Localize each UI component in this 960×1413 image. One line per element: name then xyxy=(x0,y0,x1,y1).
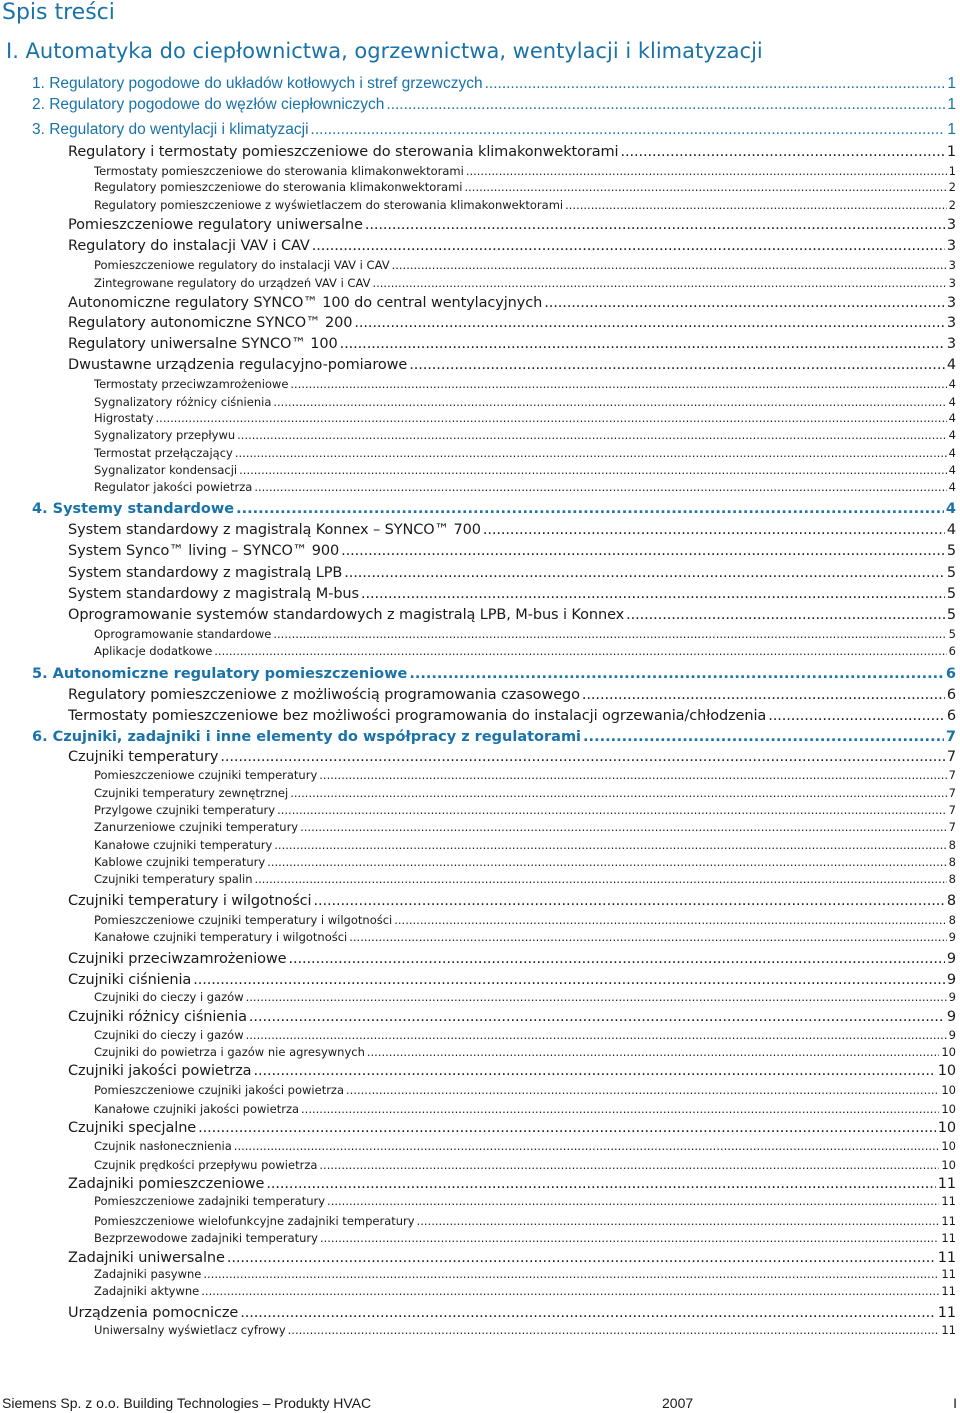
toc-leader-dots xyxy=(319,768,946,783)
toc-entry-title: Urządzenia pomocnicze xyxy=(68,1305,239,1321)
toc-entry[interactable] xyxy=(68,1008,956,1027)
toc-entry-page: 4 xyxy=(948,446,956,460)
toc-entry-title: Pomieszczeniowe regulatory uniwersalne xyxy=(68,217,363,233)
toc-entry-title: Zadajniki pomieszczeniowe xyxy=(68,1176,265,1192)
toc-entry[interactable] xyxy=(94,627,956,642)
toc-entry-title: Regulatory pomieszczeniowe z wyświetlaczem do sterowania klimakonwektorami xyxy=(94,198,564,212)
toc-entry-title: Higrostaty xyxy=(94,411,154,425)
toc-leader-dots xyxy=(273,395,946,410)
toc-entry-title: System standardowy z magistralą LPB xyxy=(68,565,343,581)
toc-entry-title: Przylgowe czujniki temperatury xyxy=(94,803,276,817)
toc-entry-title: Zadajniki aktywne xyxy=(94,1284,200,1298)
toc-entry[interactable] xyxy=(68,971,956,990)
toc-entry[interactable] xyxy=(68,356,956,375)
toc-entry[interactable] xyxy=(94,1267,956,1282)
toc-entry-title: 3. Regulatory do wentylacji i klimatyzacji xyxy=(32,121,309,138)
toc-leader-dots xyxy=(626,606,945,625)
toc-entry[interactable] xyxy=(68,521,956,540)
toc-entry-title: Czujniki temperatury xyxy=(68,749,219,765)
toc-entry-page: 2 xyxy=(948,180,956,194)
toc-entry-title: Czujniki do powietrza i gazów nie agresywnych xyxy=(94,1045,365,1059)
toc-entry[interactable] xyxy=(94,644,956,659)
toc-leader-dots xyxy=(290,786,946,801)
toc-entry[interactable] xyxy=(94,1231,956,1246)
toc-entry-title: Regulatory i termostaty pomieszczeniowe do sterowania klimakonwektorami xyxy=(68,144,619,160)
toc-entry-page: 3 xyxy=(948,276,956,290)
toc-leader-dots xyxy=(583,728,944,747)
toc-leader-dots xyxy=(768,707,945,726)
toc-entry-page: 7 xyxy=(948,768,956,782)
toc-leader-dots xyxy=(311,120,946,140)
toc-leader-dots xyxy=(266,1175,935,1194)
toc-entry[interactable] xyxy=(68,686,956,705)
toc-leader-dots xyxy=(327,1194,939,1209)
toc-entry[interactable] xyxy=(94,820,956,835)
toc-entry-title: Czujniki jakości powietrza xyxy=(68,1063,252,1079)
toc-entry-title: Bezprzewodowe zadajniki temperatury xyxy=(94,1231,318,1245)
toc-entry-page: 8 xyxy=(948,855,956,869)
toc-leader-dots xyxy=(320,1231,939,1246)
toc-entry-page: 11 xyxy=(937,1176,956,1192)
toc-leader-dots xyxy=(485,74,946,94)
toc-entry-title: Sygnalizatory różnicy ciśnienia xyxy=(94,395,272,409)
toc-entry-page: 9 xyxy=(948,990,956,1004)
toc-entry[interactable] xyxy=(94,395,956,410)
toc-entry-title: Regulatory pomieszczeniowe do sterowania klimakonwektorami xyxy=(94,180,463,194)
toc-leader-dots xyxy=(386,95,945,115)
toc-leader-dots xyxy=(341,542,945,561)
toc-entry-page: 3 xyxy=(946,295,956,311)
toc-entry-title: Czujniki temperatury zewnętrznej xyxy=(94,786,289,800)
toc-entry[interactable] xyxy=(68,542,956,561)
toc-entry-page: 4 xyxy=(948,463,956,477)
toc-leader-dots xyxy=(246,1028,947,1043)
toc-entry-page: 11 xyxy=(941,1194,956,1208)
toc-entry[interactable] xyxy=(68,335,956,354)
toc-leader-dots xyxy=(346,1083,939,1098)
toc-entry-page: 4 xyxy=(948,428,956,442)
toc-leader-dots xyxy=(312,237,945,256)
toc-leader-dots xyxy=(392,258,947,273)
toc-entry-page: 1 xyxy=(947,96,956,113)
toc-entry-title: Zadajniki pasywne xyxy=(94,1267,202,1281)
toc-leader-dots xyxy=(254,480,946,495)
toc-entry[interactable] xyxy=(68,707,956,726)
toc-entry[interactable] xyxy=(94,164,956,179)
toc-entry[interactable] xyxy=(94,1214,956,1229)
toc-entry-title: Pomieszczeniowe zadajniki temperatury xyxy=(94,1194,326,1208)
toc-entry[interactable] xyxy=(94,446,956,461)
toc-entry-page: 11 xyxy=(941,1231,956,1245)
toc-entry-title: Regulatory uniwersalne SYNCO™ 100 xyxy=(68,336,338,352)
toc-entry-page: 7 xyxy=(948,820,956,834)
toc-entry-page: 5 xyxy=(946,586,956,602)
toc-entry-title: Zanurzeniowe czujniki temperatury xyxy=(94,820,299,834)
toc-entry-page: 4 xyxy=(946,357,956,373)
toc-entry-page: 7 xyxy=(948,786,956,800)
toc-leader-dots xyxy=(193,971,945,990)
toc-entry-title: Czujniki specjalne xyxy=(68,1120,197,1136)
toc-leader-dots xyxy=(240,1304,936,1323)
toc-entry-page: 2 xyxy=(948,198,956,212)
toc-entry[interactable] xyxy=(94,480,956,495)
toc-leader-dots xyxy=(483,521,945,540)
toc-entry[interactable] xyxy=(94,930,956,945)
toc-entry-page: 6 xyxy=(946,687,956,703)
toc-leader-dots xyxy=(237,428,947,443)
toc-entry-page: 5 xyxy=(948,627,956,641)
toc-entry-title: Czujnik nasłonecznienia xyxy=(94,1139,232,1153)
toc-entry[interactable] xyxy=(94,1158,956,1173)
toc-entry[interactable] xyxy=(94,1284,956,1299)
toc-entry[interactable] xyxy=(68,1249,956,1268)
toc-entry-title: Sygnalizator kondensacji xyxy=(94,463,238,477)
toc-entry[interactable] xyxy=(94,463,956,478)
toc-entry[interactable] xyxy=(94,838,956,853)
toc-leader-dots xyxy=(214,644,946,659)
toc-entry-page: 4 xyxy=(948,395,956,409)
toc-entry-page: 11 xyxy=(941,1214,956,1228)
page-title: Spis treści xyxy=(2,0,115,25)
toc-entry[interactable] xyxy=(94,1045,956,1060)
toc-leader-dots xyxy=(319,1158,939,1173)
toc-entry-page: 4 xyxy=(946,522,956,538)
toc-entry-page: 11 xyxy=(941,1284,956,1298)
toc-entry-title: System Synco™ living – SYNCO™ 900 xyxy=(68,543,340,559)
toc-entry-page: 10 xyxy=(941,1045,956,1059)
toc-entry-title: Czujniki temperatury spalin xyxy=(94,872,253,886)
toc-leader-dots xyxy=(277,803,947,818)
toc-entry[interactable] xyxy=(32,74,956,94)
toc-entry-page: 5 xyxy=(946,607,956,623)
toc-leader-dots xyxy=(349,930,946,945)
toc-entry-title: Czujniki do cieczy i gazów xyxy=(94,1028,244,1042)
toc-entry-title: Kablowe czujniki temperatury xyxy=(94,855,266,869)
toc-entry[interactable] xyxy=(94,786,956,801)
toc-entry-page: 5 xyxy=(946,543,956,559)
toc-entry-page: 10 xyxy=(941,1102,956,1116)
toc-entry[interactable] xyxy=(94,411,956,426)
toc-entry[interactable] xyxy=(68,1304,956,1323)
toc-entry-title: Aplikacje dodatkowe xyxy=(94,644,213,658)
toc-leader-dots xyxy=(620,143,944,162)
toc-leader-dots xyxy=(249,1008,945,1027)
toc-entry-page: 9 xyxy=(946,951,956,967)
toc-entry[interactable] xyxy=(68,606,956,625)
toc-leader-dots xyxy=(367,1045,939,1060)
toc-entry-title: Pomieszczeniowe wielofunkcyjne zadajniki temperatury xyxy=(94,1214,415,1228)
toc-leader-dots xyxy=(300,820,947,835)
toc-leader-dots xyxy=(273,627,946,642)
toc-entry[interactable] xyxy=(68,216,956,235)
toc-entry-page: 6 xyxy=(945,666,956,682)
toc-leader-dots xyxy=(313,892,944,911)
toc-entry-page: 1 xyxy=(947,121,956,138)
toc-entry-page: 1 xyxy=(948,164,956,178)
toc-entry[interactable] xyxy=(94,803,956,818)
toc-entry-title: Oprogramowanie systemów standardowych z magistralą LPB, M-bus i Konnex xyxy=(68,607,625,623)
toc-leader-dots xyxy=(301,1102,939,1117)
toc-entry-page: 4 xyxy=(948,411,956,425)
toc-entry-title: System standardowy z magistralą M-bus xyxy=(68,586,359,602)
toc-leader-dots xyxy=(239,463,947,478)
toc-leader-dots xyxy=(409,665,944,684)
toc-leader-dots xyxy=(544,294,945,313)
toc-entry-page: 9 xyxy=(948,1028,956,1042)
toc-leader-dots xyxy=(274,838,946,853)
toc-entry-title: Termostaty pomieszczeniowe bez możliwości programowania do instalacji ogrzewania/chłodzenia xyxy=(68,708,767,724)
toc-entry-title: Termostaty przeciwzamrożeniowe xyxy=(94,377,289,391)
toc-entry[interactable] xyxy=(68,314,956,333)
toc-entry[interactable] xyxy=(94,428,956,443)
toc-entry[interactable] xyxy=(68,564,956,583)
toc-entry-title: Zintegrowane regulatory do urządzeń VAV i CAV xyxy=(94,276,371,290)
toc-entry-title: Oprogramowanie standardowe xyxy=(94,627,272,641)
toc-entry[interactable] xyxy=(68,950,956,969)
toc-leader-dots xyxy=(565,198,947,213)
toc-leader-dots xyxy=(582,686,945,705)
toc-entry-title: Dwustawne urządzenia regulacyjno-pomiarowe xyxy=(68,357,408,373)
toc-entry-title: 4. Systemy standardowe xyxy=(32,501,235,517)
toc-entry-title: Sygnalizatory przepływu xyxy=(94,428,236,442)
toc-entry-page: 7 xyxy=(948,803,956,817)
toc-entry[interactable] xyxy=(68,143,956,162)
toc-entry-title: 6. Czujniki, zadajniki i inne elementy do współpracy z regulatorami xyxy=(32,729,582,745)
toc-entry[interactable] xyxy=(94,198,956,213)
toc-entry-page: 4 xyxy=(948,480,956,494)
toc-entry[interactable] xyxy=(94,855,956,870)
toc-entry[interactable] xyxy=(94,1028,956,1043)
toc-entry-title: Pomieszczeniowe czujniki temperatury xyxy=(94,768,318,782)
toc-entry-title: Termostat przełączający xyxy=(94,446,233,460)
toc-entry[interactable] xyxy=(68,585,956,604)
toc-entry-title: Kanałowe czujniki temperatury i wilgotności xyxy=(94,930,348,944)
toc-entry[interactable] xyxy=(68,294,956,313)
toc-entry[interactable] xyxy=(94,276,956,291)
toc-entry-page: 4 xyxy=(948,377,956,391)
toc-leader-dots xyxy=(289,950,945,969)
toc-leader-dots xyxy=(288,1323,940,1338)
toc-entry-page: 1 xyxy=(947,75,956,92)
toc-entry-page: 7 xyxy=(945,729,956,745)
toc-entry-page: 10 xyxy=(941,1158,956,1172)
toc-entry[interactable] xyxy=(94,913,956,928)
footer-year: 2007 xyxy=(662,1395,694,1411)
toc-entry-title: Czujniki różnicy ciśnienia xyxy=(68,1009,247,1025)
toc-entry-title: Regulatory pomieszczeniowe z możliwością programowania czasowego xyxy=(68,687,580,703)
toc-entry-page: 4 xyxy=(945,501,956,517)
toc-entry[interactable] xyxy=(94,990,956,1005)
toc-entry[interactable] xyxy=(32,728,956,747)
toc-entry[interactable] xyxy=(68,1062,956,1081)
toc-leader-dots xyxy=(354,314,945,333)
toc-leader-dots xyxy=(246,990,947,1005)
toc-leader-dots xyxy=(340,335,945,354)
toc-entry-page: 3 xyxy=(948,258,956,272)
toc-leader-dots xyxy=(290,377,946,392)
toc-entry-page: 11 xyxy=(941,1323,956,1337)
toc-entry-title: Czujniki przeciwzamrożeniowe xyxy=(68,951,287,967)
toc-entry-page: 8 xyxy=(946,893,956,909)
toc-entry[interactable] xyxy=(94,872,956,887)
toc-entry-title: System standardowy z magistralą Konnex – SYNCO™ 700 xyxy=(68,522,481,538)
toc-entry-page: 8 xyxy=(948,913,956,927)
toc-entry-page: 11 xyxy=(941,1267,956,1281)
toc-leader-dots xyxy=(198,1119,936,1138)
page-footer xyxy=(0,1394,960,1412)
toc-leader-dots xyxy=(235,446,947,461)
toc-entry-title: 1. Regulatory pogodowe do układów kotłowych i stref grzewczych xyxy=(32,75,483,92)
toc-leader-dots xyxy=(201,1284,939,1299)
toc-entry-title: Termostaty pomieszczeniowe do sterowania klimakonwektorami xyxy=(94,164,464,178)
toc-entry-title: Pomieszczeniowe czujniki temperatury i wilgotności xyxy=(94,913,393,927)
toc-entry-title: Kanałowe czujniki temperatury xyxy=(94,838,273,852)
toc-entry[interactable] xyxy=(32,500,956,519)
toc-entry[interactable] xyxy=(68,892,956,911)
toc-entry-title: Czujnik prędkości przepływu powietrza xyxy=(94,1158,318,1172)
toc-entry-title: 2. Regulatory pogodowe do węzłów ciepłowniczych xyxy=(32,96,385,113)
toc-leader-dots xyxy=(220,748,945,767)
toc-entry-title: Uniwersalny wyświetlacz cyfrowy xyxy=(94,1323,286,1337)
toc-leader-dots xyxy=(417,1214,940,1229)
toc-entry-title: Regulatory do instalacji VAV i CAV xyxy=(68,238,310,254)
section-heading: I. Automatyka do ciepłownictwa, ogrzewnictwa, wentylacji i klimatyzacji xyxy=(6,39,763,63)
toc-entry-page: 11 xyxy=(937,1305,956,1321)
toc-entry-page: 11 xyxy=(937,1250,956,1266)
toc-entry-page: 3 xyxy=(946,238,956,254)
toc-leader-dots xyxy=(253,1062,935,1081)
toc-entry-page: 6 xyxy=(946,708,956,724)
toc-entry[interactable] xyxy=(32,120,956,140)
toc-leader-dots xyxy=(361,585,945,604)
toc-entry-title: Zadajniki uniwersalne xyxy=(68,1250,225,1266)
toc-entry-title: Czujniki ciśnienia xyxy=(68,972,192,988)
toc-leader-dots xyxy=(394,913,946,928)
toc-entry-page: 7 xyxy=(946,749,956,765)
toc-entry-title: Pomieszczeniowe czujniki jakości powietrza xyxy=(94,1083,345,1097)
toc-leader-dots xyxy=(203,1267,939,1282)
toc-entry-page: 3 xyxy=(946,315,956,331)
toc-entry-page: 6 xyxy=(948,644,956,658)
toc-entry[interactable] xyxy=(94,1102,956,1117)
toc-entry[interactable] xyxy=(94,180,956,195)
toc-entry-title: Regulatory autonomiczne SYNCO™ 200 xyxy=(68,315,353,331)
toc-entry-page: 10 xyxy=(937,1120,956,1136)
toc-leader-dots xyxy=(156,411,947,426)
toc-leader-dots xyxy=(365,216,945,235)
toc-entry[interactable] xyxy=(94,1194,956,1209)
toc-leader-dots xyxy=(267,855,947,870)
toc-entry-page: 8 xyxy=(948,872,956,886)
toc-entry[interactable] xyxy=(32,665,956,684)
toc-entry[interactable] xyxy=(68,1175,956,1194)
toc-entry-title: 5. Autonomiczne regulatory pomieszczeniowe xyxy=(32,666,408,682)
toc-entry-title: Czujniki do cieczy i gazów xyxy=(94,990,244,1004)
toc-leader-dots xyxy=(254,872,946,887)
toc-entry-page: 9 xyxy=(948,930,956,944)
toc-entry-title: Regulator jakości powietrza xyxy=(94,480,253,494)
toc-entry-page: 9 xyxy=(946,1009,956,1025)
toc-entry-page: 3 xyxy=(946,336,956,352)
toc-entry-title: Autonomiczne regulatory SYNCO™ 100 do central wentylacyjnych xyxy=(68,295,543,311)
toc-entry[interactable] xyxy=(68,748,956,767)
toc-entry-title: Kanałowe czujniki jakości powietrza xyxy=(94,1102,300,1116)
toc-leader-dots xyxy=(227,1249,936,1268)
toc-entry-page: 8 xyxy=(948,838,956,852)
toc-entry-page: 1 xyxy=(946,144,956,160)
toc-entry-page: 9 xyxy=(946,972,956,988)
toc-entry[interactable] xyxy=(94,768,956,783)
footer-company: Siemens Sp. z o.o. Building Technologies – Produkty HVAC xyxy=(2,1395,372,1411)
toc-leader-dots xyxy=(236,500,944,519)
toc-entry[interactable] xyxy=(94,1139,956,1154)
toc-entry-title: Pomieszczeniowe regulatory do instalacji VAV i CAV xyxy=(94,258,390,272)
toc-leader-dots xyxy=(409,356,945,375)
toc-leader-dots xyxy=(466,164,947,179)
toc-entry-title: Czujniki temperatury i wilgotności xyxy=(68,893,312,909)
footer-page-number: I xyxy=(953,1395,957,1411)
toc-entry-page: 5 xyxy=(946,565,956,581)
toc-entry[interactable] xyxy=(94,377,956,392)
toc-leader-dots xyxy=(465,180,947,195)
toc-entry[interactable] xyxy=(94,258,956,273)
toc-leader-dots xyxy=(344,564,945,583)
toc-entry[interactable] xyxy=(68,1119,956,1138)
toc-entry[interactable] xyxy=(94,1083,956,1098)
toc-entry-page: 10 xyxy=(937,1063,956,1079)
toc-leader-dots xyxy=(372,276,946,291)
toc-entry-page: 3 xyxy=(946,217,956,233)
toc-leader-dots xyxy=(234,1139,940,1154)
toc-entry[interactable] xyxy=(68,237,956,256)
toc-entry-page: 10 xyxy=(941,1139,956,1153)
toc-entry[interactable] xyxy=(32,95,956,115)
toc-entry-page: 10 xyxy=(941,1083,956,1097)
toc-entry[interactable] xyxy=(94,1323,956,1338)
